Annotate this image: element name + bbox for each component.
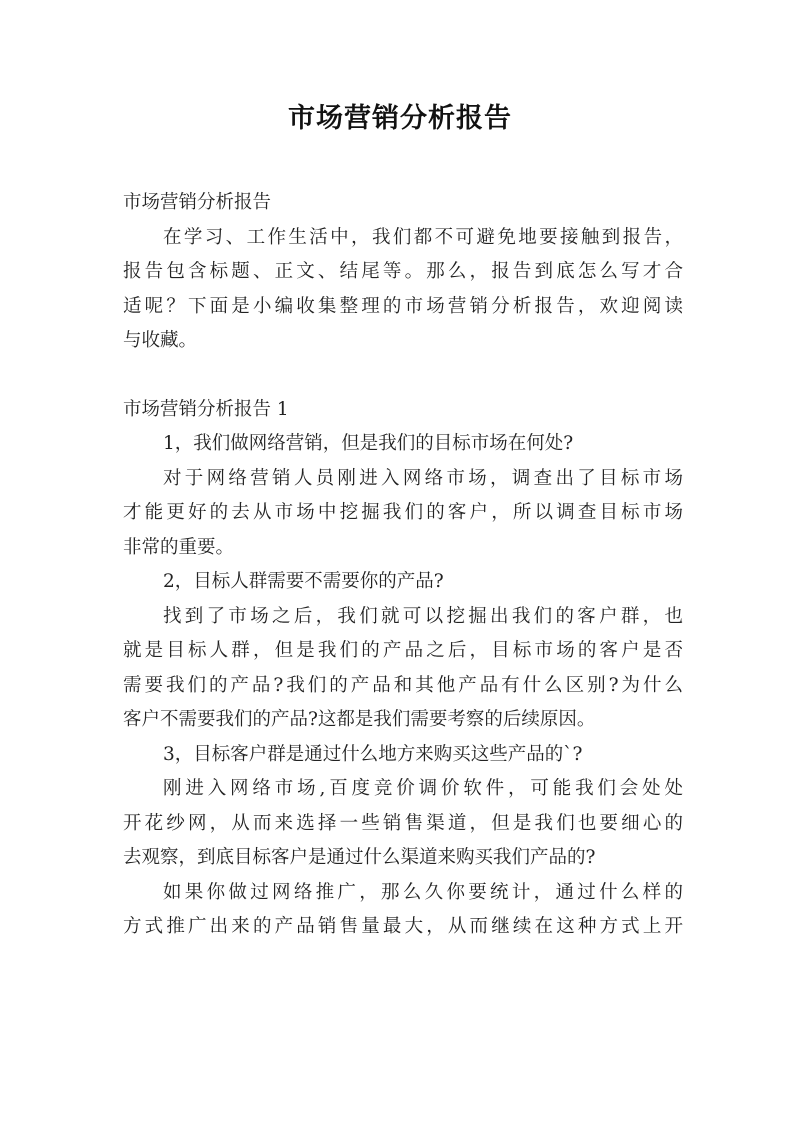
paragraph-4-line: 如果你做过网络推广，那么久你要统计，通过什么样的 (163, 881, 683, 903)
paragraph-gap (123, 359, 683, 393)
paragraph-4-line: 方式推广出来的产品销售量最大，从而继续在这种方式上开 (123, 916, 683, 937)
document-body (123, 186, 683, 945)
paragraph-2-line: 需要我们的产品?我们的产品和其他产品有什么区别?为什么 (123, 674, 683, 696)
paragraph-3-line: 刚进入网络市场,百度竞价调价软件，可能我们会处处 (163, 778, 683, 799)
section-heading: 市场营销分析报告 1 (123, 398, 289, 420)
intro-line: 在学习、工作生活中，我们都不可避免地要接触到报告， (163, 226, 683, 248)
paragraph-3-line: 去观察，到底目标客户是通过什么渠道来购买我们产品的? (123, 847, 596, 868)
paragraph-2-line: 客户不需要我们的产品?这都是我们需要考察的后续原因。 (123, 709, 596, 730)
paragraph-2-line: 就是目标人群，但是我们的产品之后，目标市场的客户是否 (123, 640, 683, 661)
question-1: 1，我们做网络营销，但是我们的目标市场在何处? (163, 433, 574, 454)
paragraph-1-line: 非常的重要。 (123, 536, 235, 558)
intro-line: 报告包含标题、正文、结尾等。那么，报告到底怎么写才合 (123, 261, 683, 282)
paragraph-3-line: 开花纱网，从而来选择一些销售渠道，但是我们也要细心的 (123, 812, 683, 834)
intro-line: 与收藏。 (123, 330, 198, 351)
paragraph-1-line: 才能更好的去从市场中挖掘我们的客户，所以调查目标市场 (123, 502, 683, 523)
paragraph-1-line: 对于网络营销人员刚进入网络市场，调查出了目标市场 (163, 467, 683, 489)
question-2: 2，目标人群需要不需要你的产品? (163, 571, 444, 592)
subtitle: 市场营销分析报告 (123, 192, 272, 213)
intro-line: 适呢？下面是小编收集整理的市场营销分析报告，欢迎阅读 (123, 295, 683, 317)
question-3: 3，目标客户群是通过什么地方来购买这些产品的`? (163, 743, 583, 765)
paragraph-2-line: 找到了市场之后，我们就可以挖掘出我们的客户群，也 (163, 605, 683, 627)
document-title: 市场营销分析报告 (288, 103, 512, 134)
